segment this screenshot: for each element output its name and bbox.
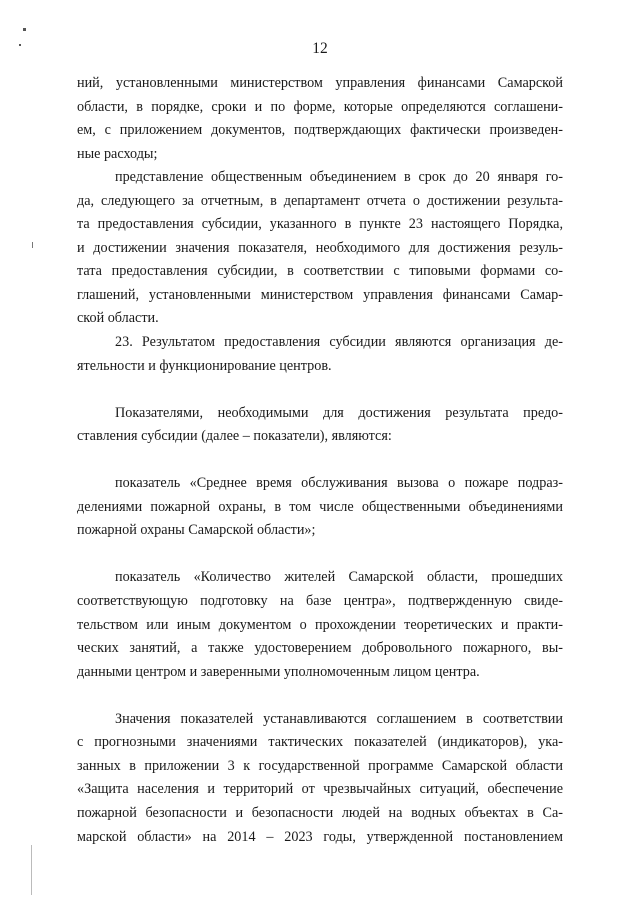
text-line: 23. Результатом предоставления субсидии являются организация де- xyxy=(115,334,563,351)
text-line: глашений, установленными министерством управления финансами Самар- xyxy=(77,286,563,303)
scan-mark xyxy=(32,242,33,248)
text-line: ятельности и функционирование центров. xyxy=(77,357,332,374)
text-line: та предоставления субсидии, указанного в пункте 23 настоящего Порядка, xyxy=(77,216,563,233)
scan-mark xyxy=(31,845,32,895)
text-line: да, следующего за отчетным, в департамент отчета о достижении результа- xyxy=(77,192,563,209)
text-line: с прогнозными значениями тактических показателей (индикаторов), ука- xyxy=(77,734,563,751)
text-line: показатель «Среднее время обслуживания вызова о пожаре подраз- xyxy=(115,475,563,492)
text-line: марской области» на 2014 – 2023 годы, утвержденной постановлением xyxy=(77,828,563,845)
text-line: делениями пожарной охраны, в том числе общественными объединениями xyxy=(77,498,563,515)
text-line: области, в порядке, сроки и по форме, которые определяются соглашени- xyxy=(77,98,563,115)
text-line: тата предоставления субсидии, в соответствии с типовыми формами со- xyxy=(77,263,563,280)
text-line: и достижении значения показателя, необходимого для достижения резуль- xyxy=(77,239,563,256)
text-line: показатель «Количество жителей Самарской области, прошедших xyxy=(115,569,563,586)
text-line: тельством или иным документом о прохождении теоретических и практи- xyxy=(77,616,563,633)
scan-speck xyxy=(19,44,21,46)
text-line: занных в приложении 3 к государственной программе Самарской области xyxy=(77,757,563,774)
text-line: пожарной охраны Самарской области»; xyxy=(77,522,316,539)
scan-speck xyxy=(23,28,26,31)
text-line: данными центром и заверенными уполномоченным лицом центра. xyxy=(77,663,480,680)
page-body xyxy=(77,72,563,849)
text-line: ные расходы; xyxy=(77,145,158,162)
text-line: ческих занятий, а также удостоверением добровольного пожарного, вы- xyxy=(77,640,563,657)
page-number: 12 xyxy=(312,40,328,57)
text-line: ской области. xyxy=(77,310,159,327)
text-line: «Защита населения и территорий от чрезвычайных ситуаций, обеспечение xyxy=(77,781,563,798)
text-line: соответствующую подготовку на базе центра», подтвержденную свиде- xyxy=(77,593,563,610)
text-line: Значения показателей устанавливаются соглашением в соответствии xyxy=(115,710,563,727)
text-line: ставления субсидии (далее – показатели), являются: xyxy=(77,428,392,445)
text-line: ем, с приложением документов, подтверждающих фактически произведен- xyxy=(77,122,563,139)
text-line: Показателями, необходимыми для достижения результата предо- xyxy=(115,404,563,421)
text-line: представление общественным объединением в срок до 20 января го- xyxy=(115,169,563,186)
text-line: пожарной безопасности и безопасности людей на водных объектах в Са- xyxy=(77,804,563,821)
text-line: ний, установленными министерством управления финансами Самарской xyxy=(77,75,563,91)
